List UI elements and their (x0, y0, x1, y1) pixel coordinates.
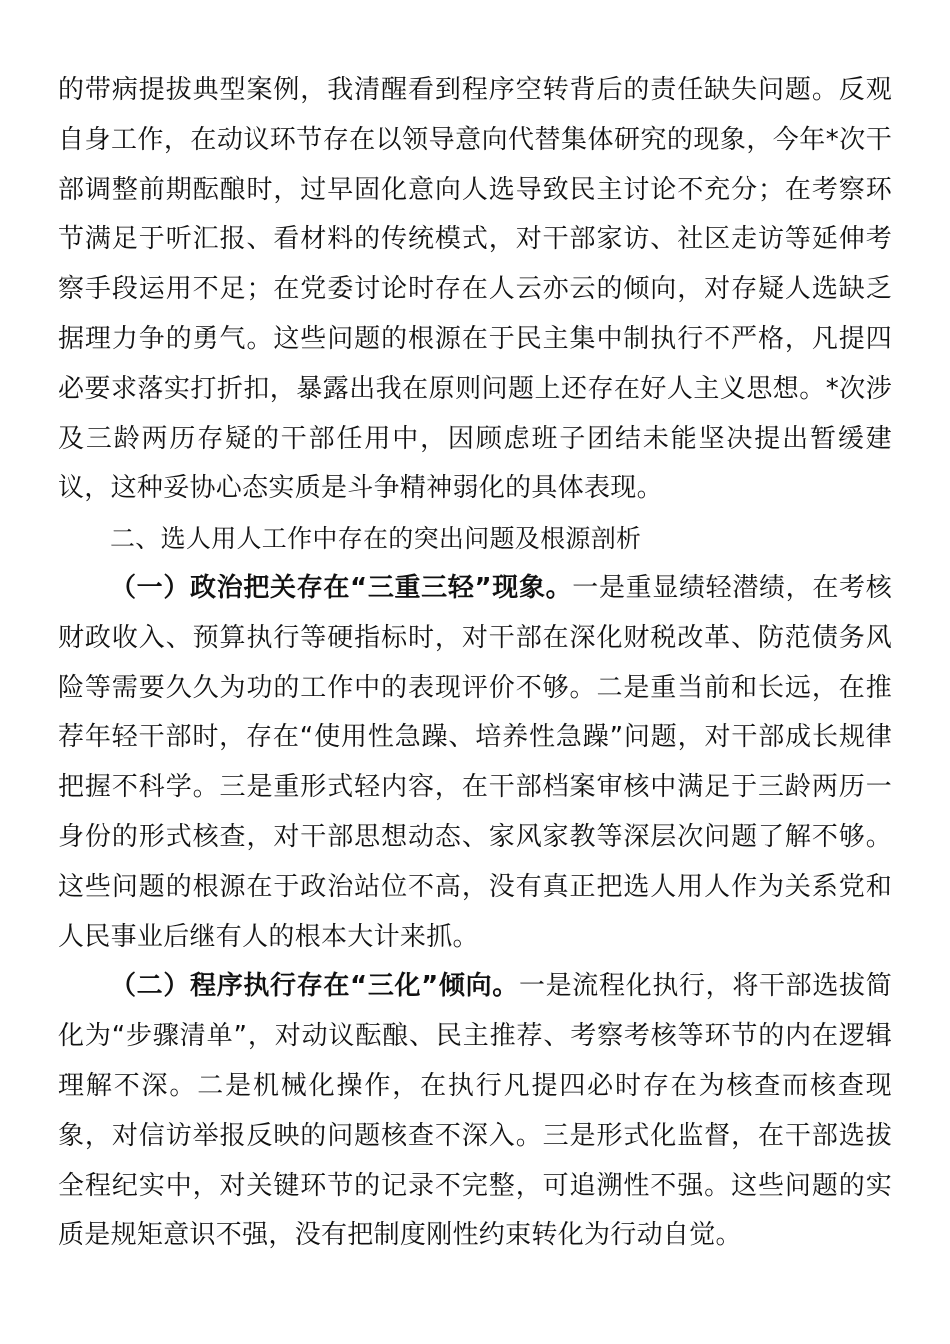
subsection-title-2: （二）程序执行存在“三化”倾向。 (110, 971, 519, 1002)
subsection-body-2: 一是流程化执行，将干部选拔简化为“步骤清单”，对动议酝酿、民主推荐、考察考核等环节的内在逻辑理解不深。二是机械化操作，在执行凡提四必时存在为核查而核查现象，对信访举报反映的问题核查不深入。三是形式化监督，在干部选拔全程纪实中，对关键环节的记录不完整，可追溯性不强。这些问题的实质是规矩意识不强，没有把制度刚性约束转化为行动自觉。 (58, 971, 893, 1251)
subsection-title-1: （一）政治把关存在“三重三轻”现象。 (110, 572, 573, 603)
subsection-body-1: 一是重显绩轻潜绩，在考核财政收入、预算执行等硬指标时，对干部在深化财税改革、防范债务风险等需要久久为功的工作中的表现评价不够。二是重当前和长远，在推荐年轻干部时，存在“使用性急躁、培养性急躁”问题，对干部成长规律把握不科学。三是重形式轻内容，在干部档案审核中满足于三龄两历一身份的形式核查，对干部思想动态、家风家教等深层次问题了解不够。这些问题的根源在于政治站位不高，没有真正把选人用人作为关系党和人民事业后继有人的根本大计来抓。 (58, 572, 892, 952)
subsection-paragraph-2 (58, 962, 892, 1261)
body-paragraph-continued: 的带病提拔典型案例，我清醒看到程序空转背后的责任缺失问题。反观自身工作，在动议环节存在以领导意向代替集体研究的现象，今年*次干部调整前期酝酿时，过早固化意向人选导致民主讨论不充分；在考察环节满足于听汇报、看材料的传统模式，对干部家访、社区走访等延伸考察手段运用不足；在党委讨论时存在人云亦云的倾向，对存疑人选缺乏据理力争的勇气。这些问题的根源在于民主集中制执行不严格，凡提四必要求落实打折扣，暴露出我在原则问题上还存在好人主义思想。*次涉及三龄两历存疑的干部任用中，因顾虑班子团结未能坚决提出暂缓建议，这种妥协心态实质是斗争精神弱化的具体表现。 (58, 75, 892, 504)
document-page (58, 66, 892, 1261)
section-heading: 二、选人用人工作中存在的突出问题及根源剖析 (110, 524, 642, 554)
subsection-paragraph-1 (58, 564, 892, 962)
